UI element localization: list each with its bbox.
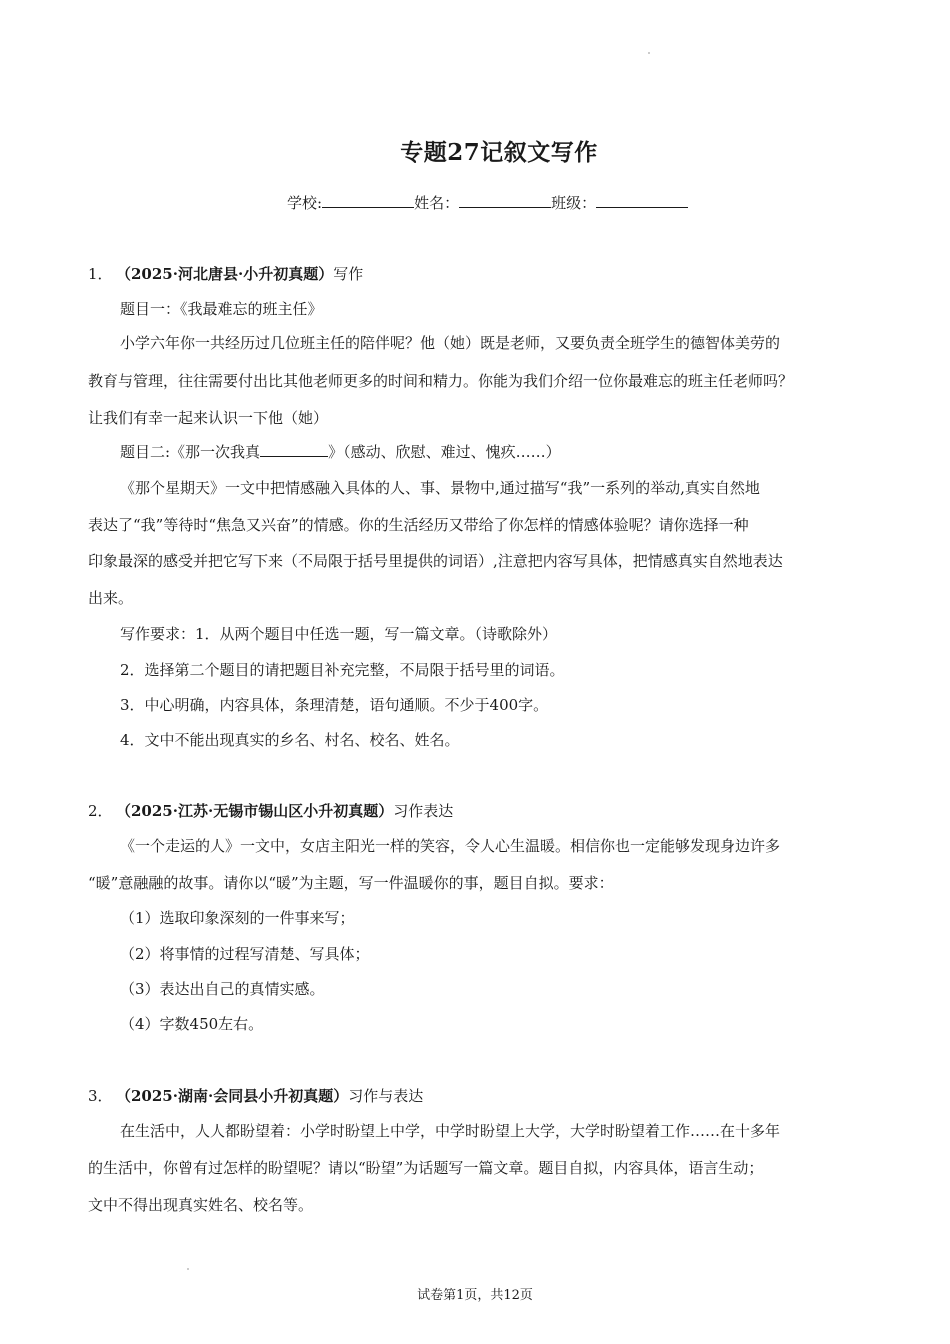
q1-paragraph-line: 《那个星期天》一文中把情感融入具体的人、事、景物中,通过描写“我”一系列的举动,真实自然地: [120, 479, 760, 497]
question-source: （2025·河北唐县·小升初真题）: [116, 265, 334, 283]
page-title: 专题27记叙文写作: [400, 139, 598, 166]
scan-speck: [648, 52, 650, 54]
topic-2-suffix: 》（感动、欣慰、难过、愧疚……）: [328, 443, 561, 461]
school-blank: [322, 193, 414, 208]
q1-requirement: 2．选择第二个题目的请把题目补充完整，不局限于括号里的词语。: [120, 661, 565, 679]
q2-requirement: （1）选取印象深刻的一件事来写；: [120, 909, 355, 927]
q1-paragraph-line: 小学六年你一共经历过几位班主任的陪伴呢？他（她）既是老师，又要负责全班学生的德智体美劳的: [120, 334, 781, 352]
question-3-heading: [88, 1085, 423, 1106]
question-number: 3．: [88, 1087, 113, 1105]
question-1-heading: [88, 263, 363, 284]
q1-paragraph-line: 印象最深的感受并把它写下来（不局限于括号里提供的词语）,注意把内容写具体，把情感真实自然地表达: [88, 552, 783, 570]
question-type: 写作: [333, 265, 364, 283]
q2-requirement: （3）表达出自己的真情实感。: [120, 980, 325, 998]
q3-paragraph-line: 的生活中，你曾有过怎样的盼望呢？请以“盼望”为话题写一篇文章。题目自拟，内容具体，语言生动；: [88, 1159, 764, 1177]
q1-topic-1: 题目一：《我最难忘的班主任》: [120, 300, 323, 318]
question-type: 习作表达: [393, 802, 454, 820]
scan-speck: [187, 1268, 189, 1270]
q1-paragraph-line: 表达了“我”等待时“焦急又兴奋”的情感。你的生活经历又带给了你怎样的情感体验呢？请你选择一种: [88, 516, 749, 534]
topic-2-blank: [260, 442, 328, 457]
q1-requirement: 4．文中不能出现真实的乡名、村名、校名、姓名。: [120, 731, 460, 749]
class-blank: [596, 193, 688, 208]
q1-paragraph-line: 让我们有幸一起来认识一下他（她）: [88, 409, 329, 427]
question-source: （2025·湖南·会同县小升初真题）: [116, 1087, 349, 1105]
q1-paragraph-line: 教育与管理，往往需要付出比其他老师更多的时间和精力。你能为我们介绍一位你最难忘的班主任老师吗？: [88, 372, 794, 390]
question-source: （2025·江苏·无锡市锡山区小升初真题）: [116, 802, 394, 820]
q2-paragraph-line: 《一个走运的人》一文中，女店主阳光一样的笑容，令人心生温暖。相信你也一定能够发现身边许多: [120, 837, 781, 855]
student-info-row: [287, 192, 688, 213]
question-number: 2．: [88, 802, 113, 820]
q1-paragraph-line: 出来。: [88, 589, 134, 607]
q2-requirement: （4）字数450左右。: [120, 1015, 264, 1033]
name-label: 姓名：: [414, 194, 460, 212]
question-type: 习作与表达: [348, 1087, 424, 1105]
q3-paragraph-line: 在生活中，人人都盼望着：小学时盼望上中学，中学时盼望上大学，大学时盼望着工作……在十多年: [120, 1122, 781, 1140]
topic-2-prefix: 题目二:《那一次我真: [120, 443, 261, 461]
question-2-heading: [88, 800, 453, 821]
q1-requirement: 写作要求：1．从两个题目中任选一题，写一篇文章。（诗歌除外）: [120, 625, 558, 643]
q2-requirement: （2）将事情的过程写清楚、写具体；: [120, 945, 370, 963]
q2-paragraph-line: “暖”意融融的故事。请你以“暖”为主题，写一件温暖你的事，题目自拟。要求：: [88, 874, 614, 892]
school-label: 学校:: [287, 194, 323, 212]
page-footer: 试卷第1页，共12页: [417, 1288, 533, 1303]
class-label: 班级：: [551, 194, 597, 212]
name-blank: [459, 193, 551, 208]
q3-paragraph-line: 文中不得出现真实姓名、校名等。: [88, 1196, 314, 1214]
q1-requirement: 3．中心明确，内容具体，条理清楚，语句通顺。不少于400字。: [120, 696, 549, 714]
q1-topic-2: [120, 441, 561, 462]
question-number: 1．: [88, 265, 113, 283]
